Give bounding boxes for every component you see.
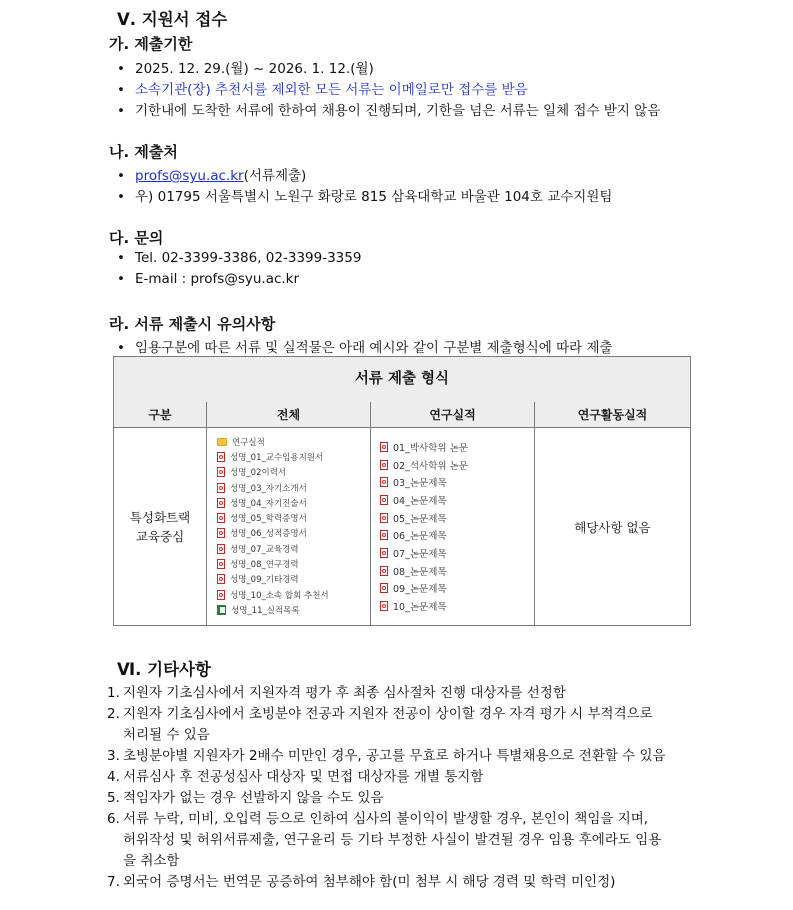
research-file-item	[380, 456, 468, 474]
research-file-item	[380, 562, 468, 580]
note-number: 7.	[107, 874, 120, 890]
pdf-icon	[380, 495, 388, 505]
note-text: 서류심사 후 전공성심사 대상자 및 면접 대상자를 개별 통지함	[123, 769, 484, 785]
other-note-line	[123, 723, 210, 743]
pdf-icon	[217, 483, 225, 493]
other-note-line	[107, 681, 566, 701]
file-name: 성명_03_자기소개서	[230, 483, 307, 494]
pdf-icon	[217, 467, 225, 477]
pdf-icon	[380, 548, 388, 558]
submission-format-table	[113, 356, 691, 626]
research-file-item	[380, 544, 468, 562]
pdf-icon	[217, 574, 225, 584]
pdf-icon	[380, 601, 388, 611]
table-title: 서류 제출 형식	[114, 357, 690, 403]
note-text: 서류 누락, 미비, 오입력 등으로 인하여 심사의 불이익이 발생할 경우, 본인이 책임을 지며,	[123, 811, 649, 827]
file-item	[217, 480, 329, 495]
note-text: 허위작성 및 허위서류제출, 연구윤리 등 기타 부정한 사실이 발견될 경우 임용 후에라도 임용	[123, 832, 662, 848]
bullet: •	[117, 189, 125, 205]
file-name: 성명_04_자기진술서	[230, 498, 307, 509]
file-name: 성명_10_소속 합회 추천서	[230, 590, 329, 601]
research-file-item	[380, 473, 468, 491]
submit-email-link[interactable]: profs@syu.ac.kr	[135, 168, 244, 184]
pdf-icon	[380, 460, 388, 470]
other-note-line	[123, 828, 661, 848]
bullet: •	[117, 82, 125, 98]
pdf-icon	[217, 528, 225, 538]
pdf-icon	[217, 513, 225, 523]
other-note-line	[107, 744, 666, 764]
notes-item: 임용구분에 따른 서류 및 실적물은 아래 예시와 같이 구분별 제출형식에 따라 제출	[135, 340, 613, 356]
pdf-icon	[380, 566, 388, 576]
row-category-cell	[114, 508, 206, 546]
file-name: 04_논문제목	[393, 495, 447, 507]
file-item	[217, 541, 329, 556]
other-note-line	[107, 807, 648, 827]
file-name: 03_논문제목	[393, 478, 447, 490]
file-name: 성명_05_학력증명서	[230, 514, 307, 525]
file-item	[217, 572, 329, 587]
deadline-title: 가. 제출기한	[109, 35, 193, 53]
other-note-line	[107, 702, 653, 722]
section-6-title: Ⅵ. 기타사항	[117, 660, 211, 679]
research-file-item	[380, 580, 468, 598]
pdf-icon	[217, 498, 225, 508]
contact-title: 다. 문의	[109, 229, 164, 247]
file-name: 01_박사학위 논문	[393, 442, 468, 454]
file-name: 05_논문제목	[393, 513, 447, 525]
row-category-line-1: 특성화트랙	[129, 510, 191, 525]
section-5-title: Ⅴ. 지원서 접수	[117, 10, 228, 29]
file-item	[217, 465, 329, 480]
file-name: 연구실적	[232, 437, 265, 448]
note-text: 을 취소함	[123, 853, 180, 869]
column-divider	[534, 402, 535, 625]
submit-to-title: 나. 제출처	[109, 143, 178, 161]
deadline-item-1	[117, 57, 374, 77]
email-only-notice: 소속기관(장) 추천서를 제외한 모든 서류는 이메일로만 접수를 받음	[135, 82, 528, 98]
contact-email: E-mail : profs@syu.ac.kr	[135, 271, 300, 287]
file-name: 07_논문제목	[393, 548, 447, 560]
pdf-icon	[380, 513, 388, 523]
notes-title: 라. 서류 제출시 유의사항	[109, 315, 276, 333]
file-name: 성명_11_실적목록	[231, 605, 300, 616]
column-divider	[370, 402, 371, 625]
note-number: 3.	[107, 748, 120, 764]
pdf-icon	[380, 477, 388, 487]
file-name: 성명_09_기타경력	[230, 575, 299, 586]
all-files-list	[217, 434, 329, 618]
col-header-all: 전체	[207, 402, 370, 428]
xls-icon	[217, 605, 226, 615]
file-name: 10_논문제목	[393, 602, 447, 614]
note-text: 지원자 기초심사에서 지원자격 평가 후 최종 심사절차 진행 대상자를 선정함	[123, 685, 566, 701]
file-item	[217, 587, 329, 602]
file-name: 09_논문제목	[393, 584, 447, 596]
column-divider	[206, 402, 207, 625]
note-text: 지원자 기초심사에서 초빙분야 전공과 지원자 전공이 상이할 경우 자격 평가 시 부적격으로	[123, 706, 653, 722]
other-note-line	[107, 870, 615, 890]
submit-address-line	[117, 185, 612, 205]
file-item	[217, 434, 329, 449]
file-item	[217, 602, 329, 617]
note-number: 5.	[107, 790, 120, 806]
deadline-item-2	[117, 78, 528, 98]
activity-cell: 해당사항 없음	[574, 520, 651, 535]
bullet: •	[117, 250, 125, 266]
note-text: 초빙분야별 지원자가 2배수 미만인 경우, 공고를 무효로 하거나 특별채용으로 전환할 수 있음	[123, 748, 666, 764]
bullet: •	[117, 103, 125, 119]
row-category-line-2: 교육중심	[135, 529, 185, 544]
pdf-icon	[380, 530, 388, 540]
pdf-icon	[217, 452, 225, 462]
col-header-research: 연구실적	[371, 402, 534, 428]
pdf-icon	[217, 590, 225, 600]
file-name: 성명_02이력서	[230, 468, 287, 479]
file-item	[217, 526, 329, 541]
research-file-item	[380, 509, 468, 527]
submit-email-line	[117, 164, 306, 184]
research-file-item	[380, 526, 468, 544]
bullet: •	[117, 168, 125, 184]
note-text: 외국어 증명서는 번역문 공증하여 첨부해야 함(미 첨부 시 해당 경력 및 학력 미인정)	[123, 874, 616, 890]
research-file-item	[380, 491, 468, 509]
research-file-item	[380, 597, 468, 615]
folder-icon	[217, 438, 227, 446]
other-note-line	[123, 849, 179, 869]
note-text: 적임자가 없는 경우 선발하지 않을 수도 있음	[123, 790, 384, 806]
contact-tel-line	[117, 250, 361, 266]
col-header-category: 구분	[114, 402, 206, 428]
file-name: 성명_06_성적증명서	[230, 529, 307, 540]
file-item	[217, 449, 329, 464]
late-notice: 기한내에 도착한 서류에 한하여 채용이 진행되며, 기한을 넘은 서류는 일체 접수 받지 않음	[135, 103, 661, 119]
notes-item-line	[117, 336, 613, 356]
other-note-line	[107, 786, 384, 806]
submit-email-suffix: (서류제출)	[243, 168, 307, 184]
file-item	[217, 510, 329, 525]
research-file-item	[380, 438, 468, 456]
note-text: 처리될 수 있음	[123, 727, 210, 743]
bullet: •	[117, 340, 125, 356]
file-name: 06_논문제목	[393, 531, 447, 543]
file-item	[217, 556, 329, 571]
note-number: 4.	[107, 769, 120, 785]
pdf-icon	[217, 544, 225, 554]
contact-email-line	[117, 271, 299, 287]
submit-address: 우) 01795 서울특별시 노원구 화랑로 815 삼육대학교 바울관 104호 교수지원팀	[135, 189, 613, 205]
file-name: 성명_08_연구경력	[230, 560, 299, 571]
other-note-line	[107, 765, 483, 785]
research-files-list	[380, 438, 468, 615]
file-name: 성명_07_교육경력	[230, 544, 299, 555]
deadline-dates: 2025. 12. 29.(월) ~ 2026. 1. 12.(월)	[135, 61, 374, 77]
note-number: 1.	[107, 685, 120, 701]
contact-tel: Tel. 02-3399-3386, 02-3399-3359	[135, 250, 362, 266]
pdf-icon	[380, 583, 388, 593]
col-header-activity: 연구활동실적	[535, 402, 690, 428]
pdf-icon	[380, 442, 388, 452]
note-number: 6.	[107, 811, 120, 827]
file-name: 02_석사학위 논문	[393, 460, 468, 472]
file-item	[217, 495, 329, 510]
file-name: 성명_01_교수임용지원서	[230, 452, 324, 463]
deadline-item-3	[117, 99, 660, 119]
bullet: •	[117, 271, 125, 287]
note-number: 2.	[107, 706, 120, 722]
pdf-icon	[217, 559, 225, 569]
bullet: •	[117, 61, 125, 77]
file-name: 08_논문제목	[393, 566, 447, 578]
